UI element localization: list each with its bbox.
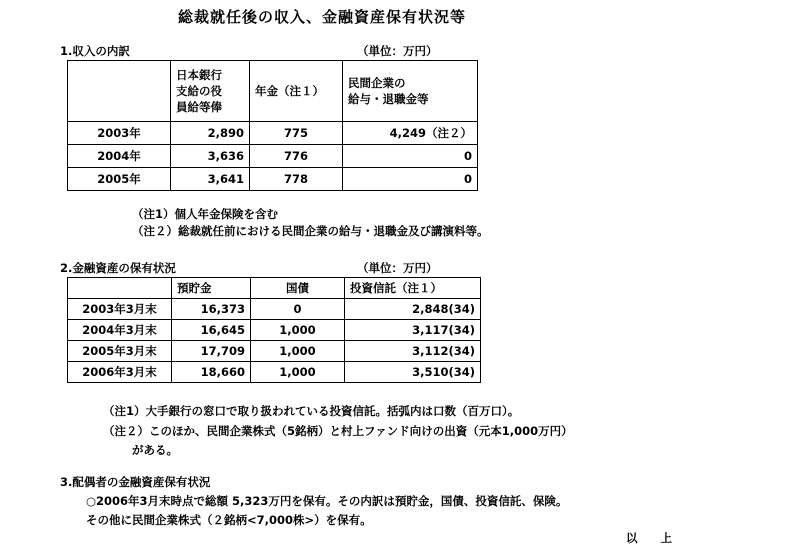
assets-trust: 3,112 — [412, 344, 449, 358]
income-table — [67, 60, 478, 191]
assets-trust: 3,510 — [412, 365, 449, 379]
section1-note-1: （注1）個人年金保険を含む — [132, 207, 279, 221]
assets-period: 2004年3月末 — [68, 320, 172, 341]
income-pension: 775 — [250, 122, 343, 145]
income-header-salary: 日本銀行 支給の役 員給等俸 — [171, 61, 250, 122]
assets-trust-cell — [345, 362, 481, 383]
assets-header-jgb: 国債 — [251, 278, 345, 299]
income-year: 2004年 — [68, 145, 171, 168]
assets-table — [67, 277, 481, 383]
document-title: 総裁就任後の収入、金融資産保有状況等 — [178, 8, 467, 26]
assets-deposits: 17,709 — [172, 341, 251, 362]
assets-row — [68, 299, 481, 320]
income-pension: 776 — [250, 145, 343, 168]
assets-header-deposits: 預貯金 — [172, 278, 251, 299]
assets-row — [68, 320, 481, 341]
section3-line-1: ○2006年3月末時点で総額 5,323万円を保有。その内訳は預貯金，国債、投資信託、保険。 — [86, 494, 568, 508]
assets-jgb: 1,000 — [251, 320, 345, 341]
income-header-corner — [68, 61, 171, 122]
section2-note-2: （注２）このほか、民間企業株式（5銘柄）と村上ファンド向けの出資（元本1,000万円） — [103, 424, 573, 438]
section2-heading: 2.金融資産の保有状況 — [60, 261, 176, 275]
income-pension: 778 — [250, 168, 343, 191]
assets-period: 2005年3月末 — [68, 341, 172, 362]
assets-trust-units: (34) — [448, 302, 475, 316]
assets-row — [68, 341, 481, 362]
assets-trust: 3,117 — [412, 323, 449, 337]
income-private: 4,249（注２） — [343, 122, 478, 145]
income-row — [68, 122, 478, 145]
assets-trust: 2,848 — [412, 302, 449, 316]
section2-note-3: がある。 — [132, 443, 178, 457]
income-row — [68, 168, 478, 191]
assets-trust-units: (34) — [448, 365, 475, 379]
section3-line-2: その他に民間企業株式（２銘柄<7,000株>）を保有。 — [86, 513, 372, 527]
income-private: 0 — [343, 145, 478, 168]
assets-trust-cell — [345, 299, 481, 320]
assets-trust-cell — [345, 341, 481, 362]
assets-deposits: 16,645 — [172, 320, 251, 341]
assets-jgb: 1,000 — [251, 362, 345, 383]
section2-unit: （単位：万円） — [357, 261, 438, 275]
assets-deposits: 18,660 — [172, 362, 251, 383]
income-year: 2005年 — [68, 168, 171, 191]
income-salary: 3,636 — [171, 145, 250, 168]
assets-period: 2003年3月末 — [68, 299, 172, 320]
section1-heading: 1.収入の内訳 — [60, 44, 130, 58]
income-header-pension: 年金（注１） — [250, 61, 343, 122]
income-year: 2003年 — [68, 122, 171, 145]
assets-period: 2006年3月末 — [68, 362, 172, 383]
assets-jgb: 0 — [251, 299, 345, 320]
assets-row — [68, 362, 481, 383]
income-row — [68, 145, 478, 168]
assets-jgb: 1,000 — [251, 341, 345, 362]
income-private: 0 — [343, 168, 478, 191]
assets-trust-units: (34) — [448, 344, 475, 358]
section1-unit: （単位：万円） — [357, 44, 438, 58]
assets-header-trust: 投資信託（注１） — [345, 278, 481, 299]
income-header-row — [68, 61, 478, 122]
income-salary: 2,890 — [171, 122, 250, 145]
assets-header-row — [68, 278, 481, 299]
section1-note-2: （注２）総裁就任前における民間企業の給与・退職金及び講演料等。 — [132, 224, 489, 238]
assets-trust-cell — [345, 320, 481, 341]
assets-trust-units: (34) — [448, 323, 475, 337]
closing-mark: 以 上 — [626, 531, 672, 545]
section3-heading: 3.配偶者の金融資産保有状況 — [60, 475, 211, 489]
income-salary: 3,641 — [171, 168, 250, 191]
assets-deposits: 16,373 — [172, 299, 251, 320]
income-header-private: 民間企業の 給与・退職金等 — [343, 61, 478, 122]
assets-header-corner — [68, 278, 172, 299]
section2-note-1: （注1）大手銀行の窓口で取り扱われている投資信託。括弧内は口数（百万口）。 — [103, 404, 520, 418]
